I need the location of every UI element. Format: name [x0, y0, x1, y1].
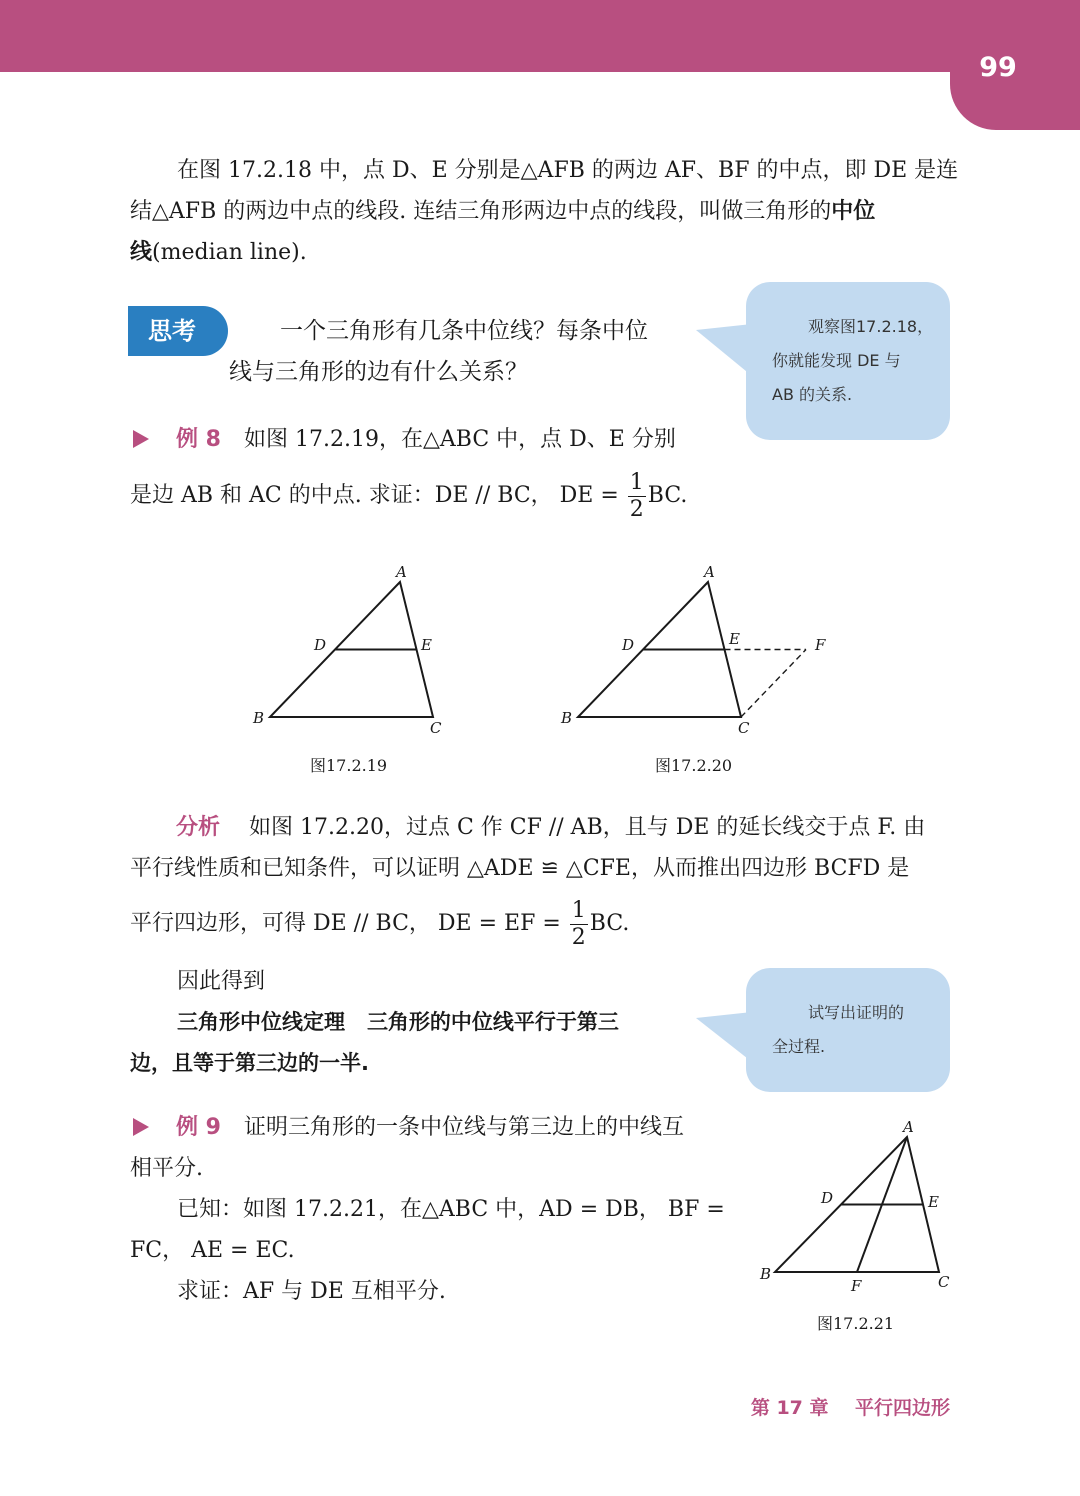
caption-fig20: 图17.2.20	[655, 756, 733, 775]
label-f: F	[815, 636, 826, 654]
figure-17-2-20	[558, 560, 838, 740]
bubble1-line-1: 观察图17.2.18，	[808, 317, 934, 336]
bubble-tail-1	[696, 320, 752, 380]
analysis-line-1: 如图 17.2.20，过点 C 作 CF // AB，且与 DE 的延长线交于点 F. 由	[249, 815, 926, 840]
label-d: D	[622, 636, 635, 654]
label-e: E	[928, 1193, 939, 1211]
chapter-footer	[751, 1393, 950, 1420]
caption-fig19: 图17.2.19	[310, 756, 388, 775]
analysis-line-3: 平行四边形，可得 DE // BC， DE = EF = $\frac{1}{2}$ BC.	[130, 897, 630, 950]
label-c: C	[738, 719, 750, 737]
theorem-lead: 因此得到	[177, 969, 266, 994]
example8-line-2: 是边 AB 和 AC 的中点. 求证：DE // BC， DE = $\frac{1}{2}$ BC.	[130, 469, 688, 522]
segment-cf	[741, 650, 806, 718]
theorem-name: 三角形中位线定理	[177, 1010, 345, 1034]
example9-label: 例 9	[176, 1115, 221, 1140]
think-line-1: 一个三角形有几条中位线？每条中位	[280, 318, 648, 344]
bubble1-line-3: AB 的关系.	[772, 385, 853, 404]
label-b: B	[253, 709, 265, 727]
example8-arrow-icon	[133, 430, 149, 448]
label-c: C	[938, 1273, 950, 1291]
analysis-line-2: 平行线性质和已知条件，可以证明 △ADE ≌ △CFE，从而推出四边形 BCFD 是	[130, 856, 910, 881]
fraction-half: $\frac{1}{2}$	[571, 897, 586, 950]
fraction-half: $\frac{1}{2}$	[629, 469, 644, 522]
bubble2-line-2: 全过程.	[772, 1037, 826, 1056]
think-tag: 思考	[128, 306, 228, 356]
label-a: A	[396, 563, 407, 581]
label-e: E	[421, 636, 432, 654]
footer-chapter: 第 17 章	[750, 1397, 829, 1419]
label-e: E	[729, 630, 740, 648]
theorem-line-1: 三角形中位线定理 三角形的中位线平行于第三	[177, 1010, 619, 1034]
label-f: F	[851, 1277, 862, 1295]
note-bubble-observe	[746, 282, 950, 440]
think-line-2: 线与三角形的边有什么关系？	[229, 359, 528, 385]
top-banner	[0, 0, 1080, 72]
example9-line-1: 证明三角形的一条中位线与第三边上的中线互	[244, 1115, 685, 1140]
footer-title: 平行四边形	[854, 1397, 950, 1419]
example9-given-1: 已知：如图 17.2.21，在△ABC 中，AD = DB， BF =	[177, 1197, 725, 1222]
label-d: D	[314, 636, 327, 654]
figure-17-2-21	[755, 1115, 965, 1295]
example9-prove: 求证：AF 与 DE 互相平分.	[177, 1279, 446, 1304]
note-bubble-proof	[746, 968, 950, 1092]
label-a: A	[704, 563, 715, 581]
example9-line-2: 相平分.	[130, 1156, 203, 1181]
bubble2-line-1: 试写出证明的	[808, 1003, 905, 1022]
bubble1-line-2: 你就能发现 DE 与	[772, 351, 901, 370]
label-c: C	[430, 719, 442, 737]
intro-line-2: 结△AFB 的两边中点的线段. 连结三角形两边中点的线段，叫做三角形的中位	[130, 199, 876, 224]
bubble-tail-2	[696, 1010, 752, 1070]
example8-label: 例 8	[176, 427, 221, 452]
label-b: B	[561, 709, 573, 727]
example8-line-1: 如图 17.2.19，在△ABC 中，点 D、E 分别	[244, 427, 676, 452]
label-b: B	[760, 1265, 772, 1283]
intro-line-3: 线(median line).	[130, 240, 307, 265]
analysis-label: 分析	[176, 815, 221, 840]
label-a: A	[903, 1118, 914, 1136]
example9-given-2: FC， AE = EC.	[130, 1238, 295, 1263]
page-number: 99	[979, 52, 1017, 83]
caption-fig21: 图17.2.21	[817, 1314, 895, 1333]
label-d: D	[821, 1189, 834, 1207]
example9-arrow-icon	[133, 1118, 149, 1136]
figure-17-2-19	[250, 560, 460, 740]
term-median-line: 中位	[831, 199, 876, 224]
theorem-line-2: 边，且等于第三边的一半.	[130, 1051, 369, 1075]
intro-line-1: 在图 17.2.18 中，点 D、E 分别是△AFB 的两边 AF、BF 的中点，即 DE 是连	[177, 158, 959, 183]
